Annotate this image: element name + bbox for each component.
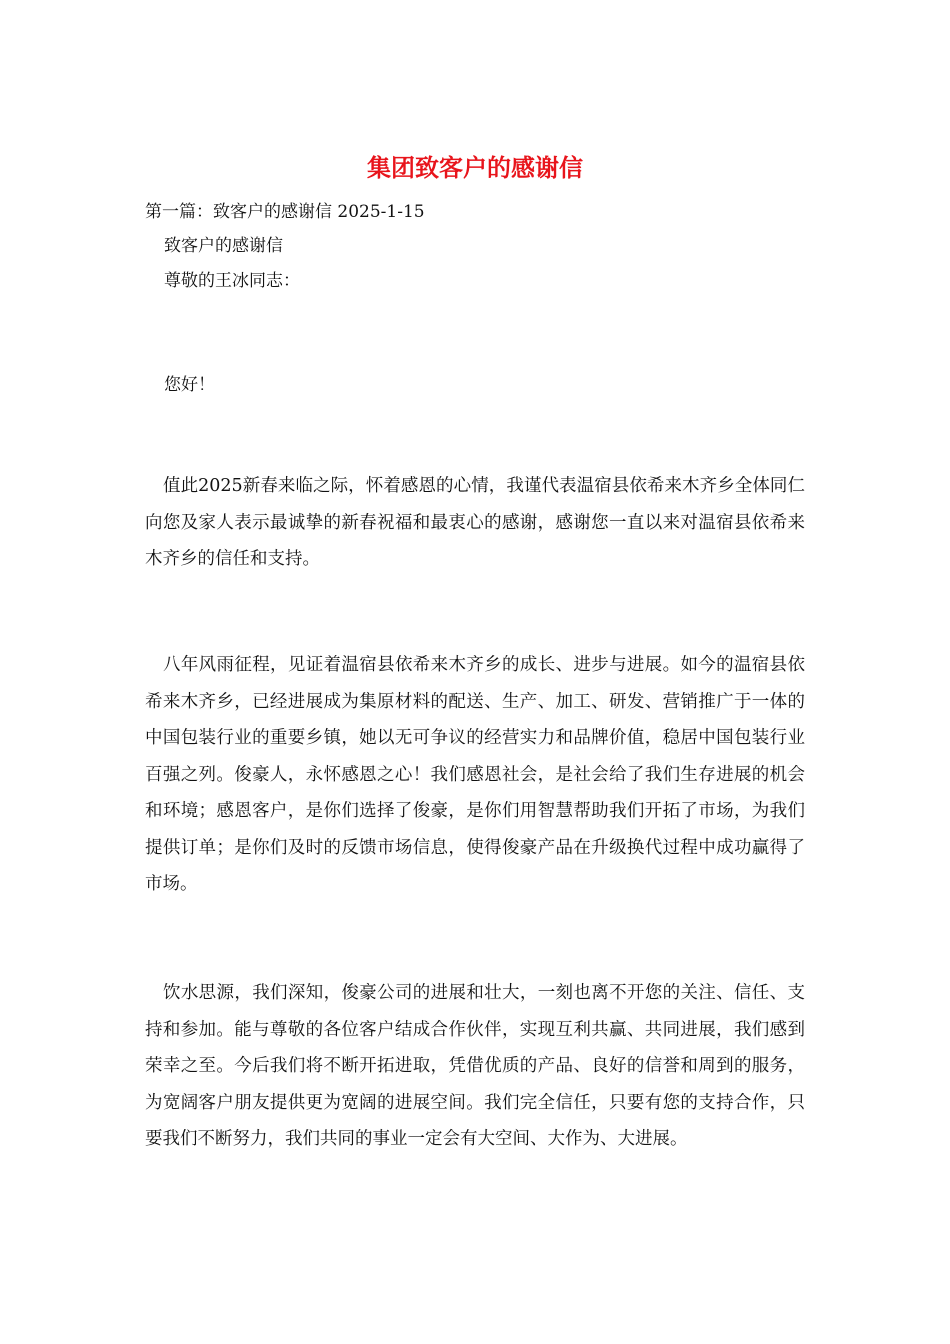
document-subtitle: 第一篇：致客户的感谢信 2025-1-15 [145,202,425,222]
paragraph-2: 八年风雨征程，见证着温宿县依希来木齐乡的成长、进步与进展。如今的温宿县依希来木齐乡，已经进展成为集原材料的配送、生产、加工、研发、营销推广于一体的中国包装行业的重要乡镇，她以无可争议的经营实力和品牌价值，稳居中国包装行业百强之列。俊豪人，永怀感恩之心！我们感恩社会，是社会给了我们生存进展的机会和环境；感恩客户，是你们选择了俊豪，是你们用智慧帮助我们开拓了市场，为我们提供订单；是你们及时的反馈市场信息，使得俊豪产品在升级换代过程中成功赢得了市场。 [145,655,805,894]
letter-heading: 致客户的感谢信 [164,236,283,256]
document-title: 集团致客户的感谢信 [367,154,583,182]
paragraph-3: 饮水思源，我们深知，俊豪公司的进展和壮大，一刻也离不开您的关注、信任、支持和参加。能与尊敬的各位客户结成合作伙伴，实现互利共赢、共同进展，我们感到荣幸之至。今后我们将不断开拓进取，凭借优质的产品、良好的信誉和周到的服务，为宽阔客户朋友提供更为宽阔的进展空间。我们完全信任，只要有您的支持合作，只要我们不断努力，我们共同的事业一定会有大空间、大作为、大进展。 [145,983,805,1149]
letter-salutation: 尊敬的王冰同志： [164,271,300,291]
paragraph-1: 值此2025新春来临之际，怀着感恩的心情，我谨代表温宿县依希来木齐乡全体同仁向您及家人表示最诚挚的新春祝福和最衷心的感谢，感谢您一直以来对温宿县依希来木齐乡的信任和支持。 [145,476,805,569]
letter-greeting: 您好！ [164,375,215,395]
